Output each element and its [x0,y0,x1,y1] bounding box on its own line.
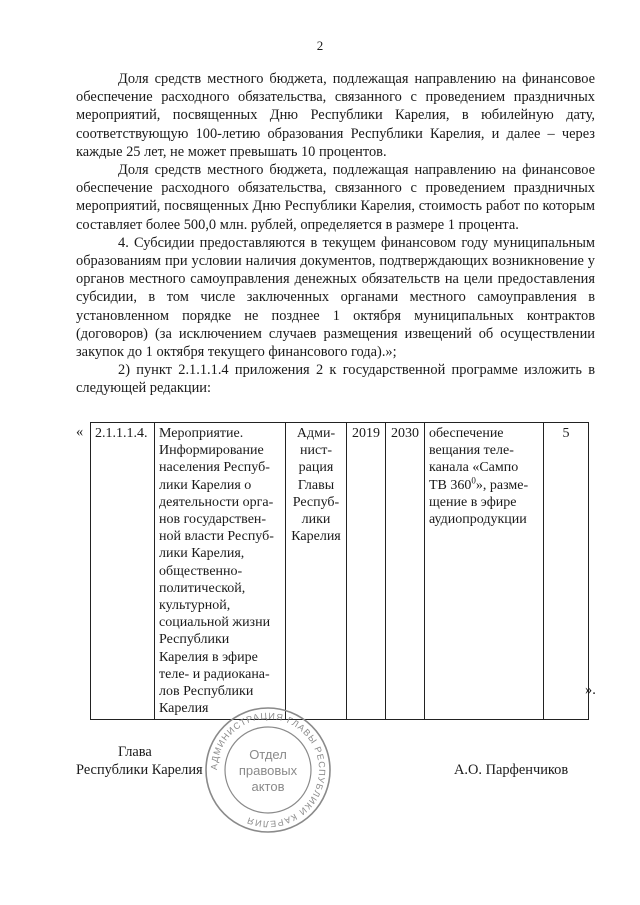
cell-item-number: 2.1.1.1.4. [91,423,155,720]
signature-title: Глава [118,744,152,760]
result-suffix: », разме-щение в эфире аудиопродукции [429,477,529,528]
cell-indicator-value: 5 [544,423,589,720]
cell-expected-result [425,423,544,720]
paragraph-budget-share-1: Доля средств местного бюджета, подлежащая направлению на финансовое обеспечение расходного обязательства, связанного с проведением праздничных мероприятий, посвященных Дню Республики Карелия, стоимость работ по которым составляет более 500,0 млн. рублей, определяется в размере 1 процента. [76,162,595,233]
stamp-center-line-2: правовых [238,763,298,778]
document-body [76,70,595,398]
stamp-ring-text: АДМИНИСТРАЦИЯ ГЛАВЫ РЕСПУБЛИКИ КАРЕЛИЯ [208,710,328,830]
signature-organization: Республики Карелия [76,762,203,778]
cell-year-end: 2030 [386,423,425,720]
cell-executor: Адми-нист-рация Главы Респуб-лики Карелия [286,423,347,720]
paragraph-budget-share-10: Доля средств местного бюджета, подлежащая направлению на финансовое обеспечение расходного обязательства, связанного с проведением праздничных мероприятий, посвященных Дню Республики Карелия, в юбилейную дату, соответствующую 100-летию образования Республики Карелия, и далее – через каждые 25 лет, не может превышать 10 процентов. [76,71,595,160]
page-number: 2 [316,38,324,53]
stamp-center-line-3: актов [251,779,285,794]
quote-open-mark: « [76,424,84,440]
official-stamp [203,705,333,835]
quote-close-mark: ». [585,682,596,698]
result-superscript: 0 [471,474,476,485]
paragraph-amendment-intro: 2) пункт 2.1.1.1.4 приложения 2 к государственной программе изложить в следующей редакции: [76,362,595,397]
cell-year-start: 2019 [347,423,386,720]
program-table [90,422,589,720]
cell-activity-name: Мероприятие. Информирование населения Респуб-лики Карелия о деятельности орга-нов государствен-ной власти Респуб-лики Карелия, общественно-политической, культурной, социальной жизни Республики Карелия в эфире теле- и радиокана-лов Республики Карелия [155,423,286,720]
table-row [91,423,589,720]
paragraph-subsidy-conditions: 4. Субсидии предоставляются в текущем финансовом году муниципальным образованиям при условии наличия документов, подтверждающих возникновение у органов местного самоуправления денежных обязательств на цели предоставления субсидии, в том числе заключенных органами местного самоуправления в установленном порядке не позднее 1 октября муниципальных контрактов (договоров) (за исключением случаев размещения извещений об осуществлении закупок до 1 октября текущего финансового года).»; [76,234,595,361]
result-prefix: обеспечение вещания теле-канала «Сампо ТВ 360 [429,426,519,493]
signature-name: А.О. Парфенчиков [454,762,569,778]
stamp-center-line-1: Отдел [249,747,287,762]
